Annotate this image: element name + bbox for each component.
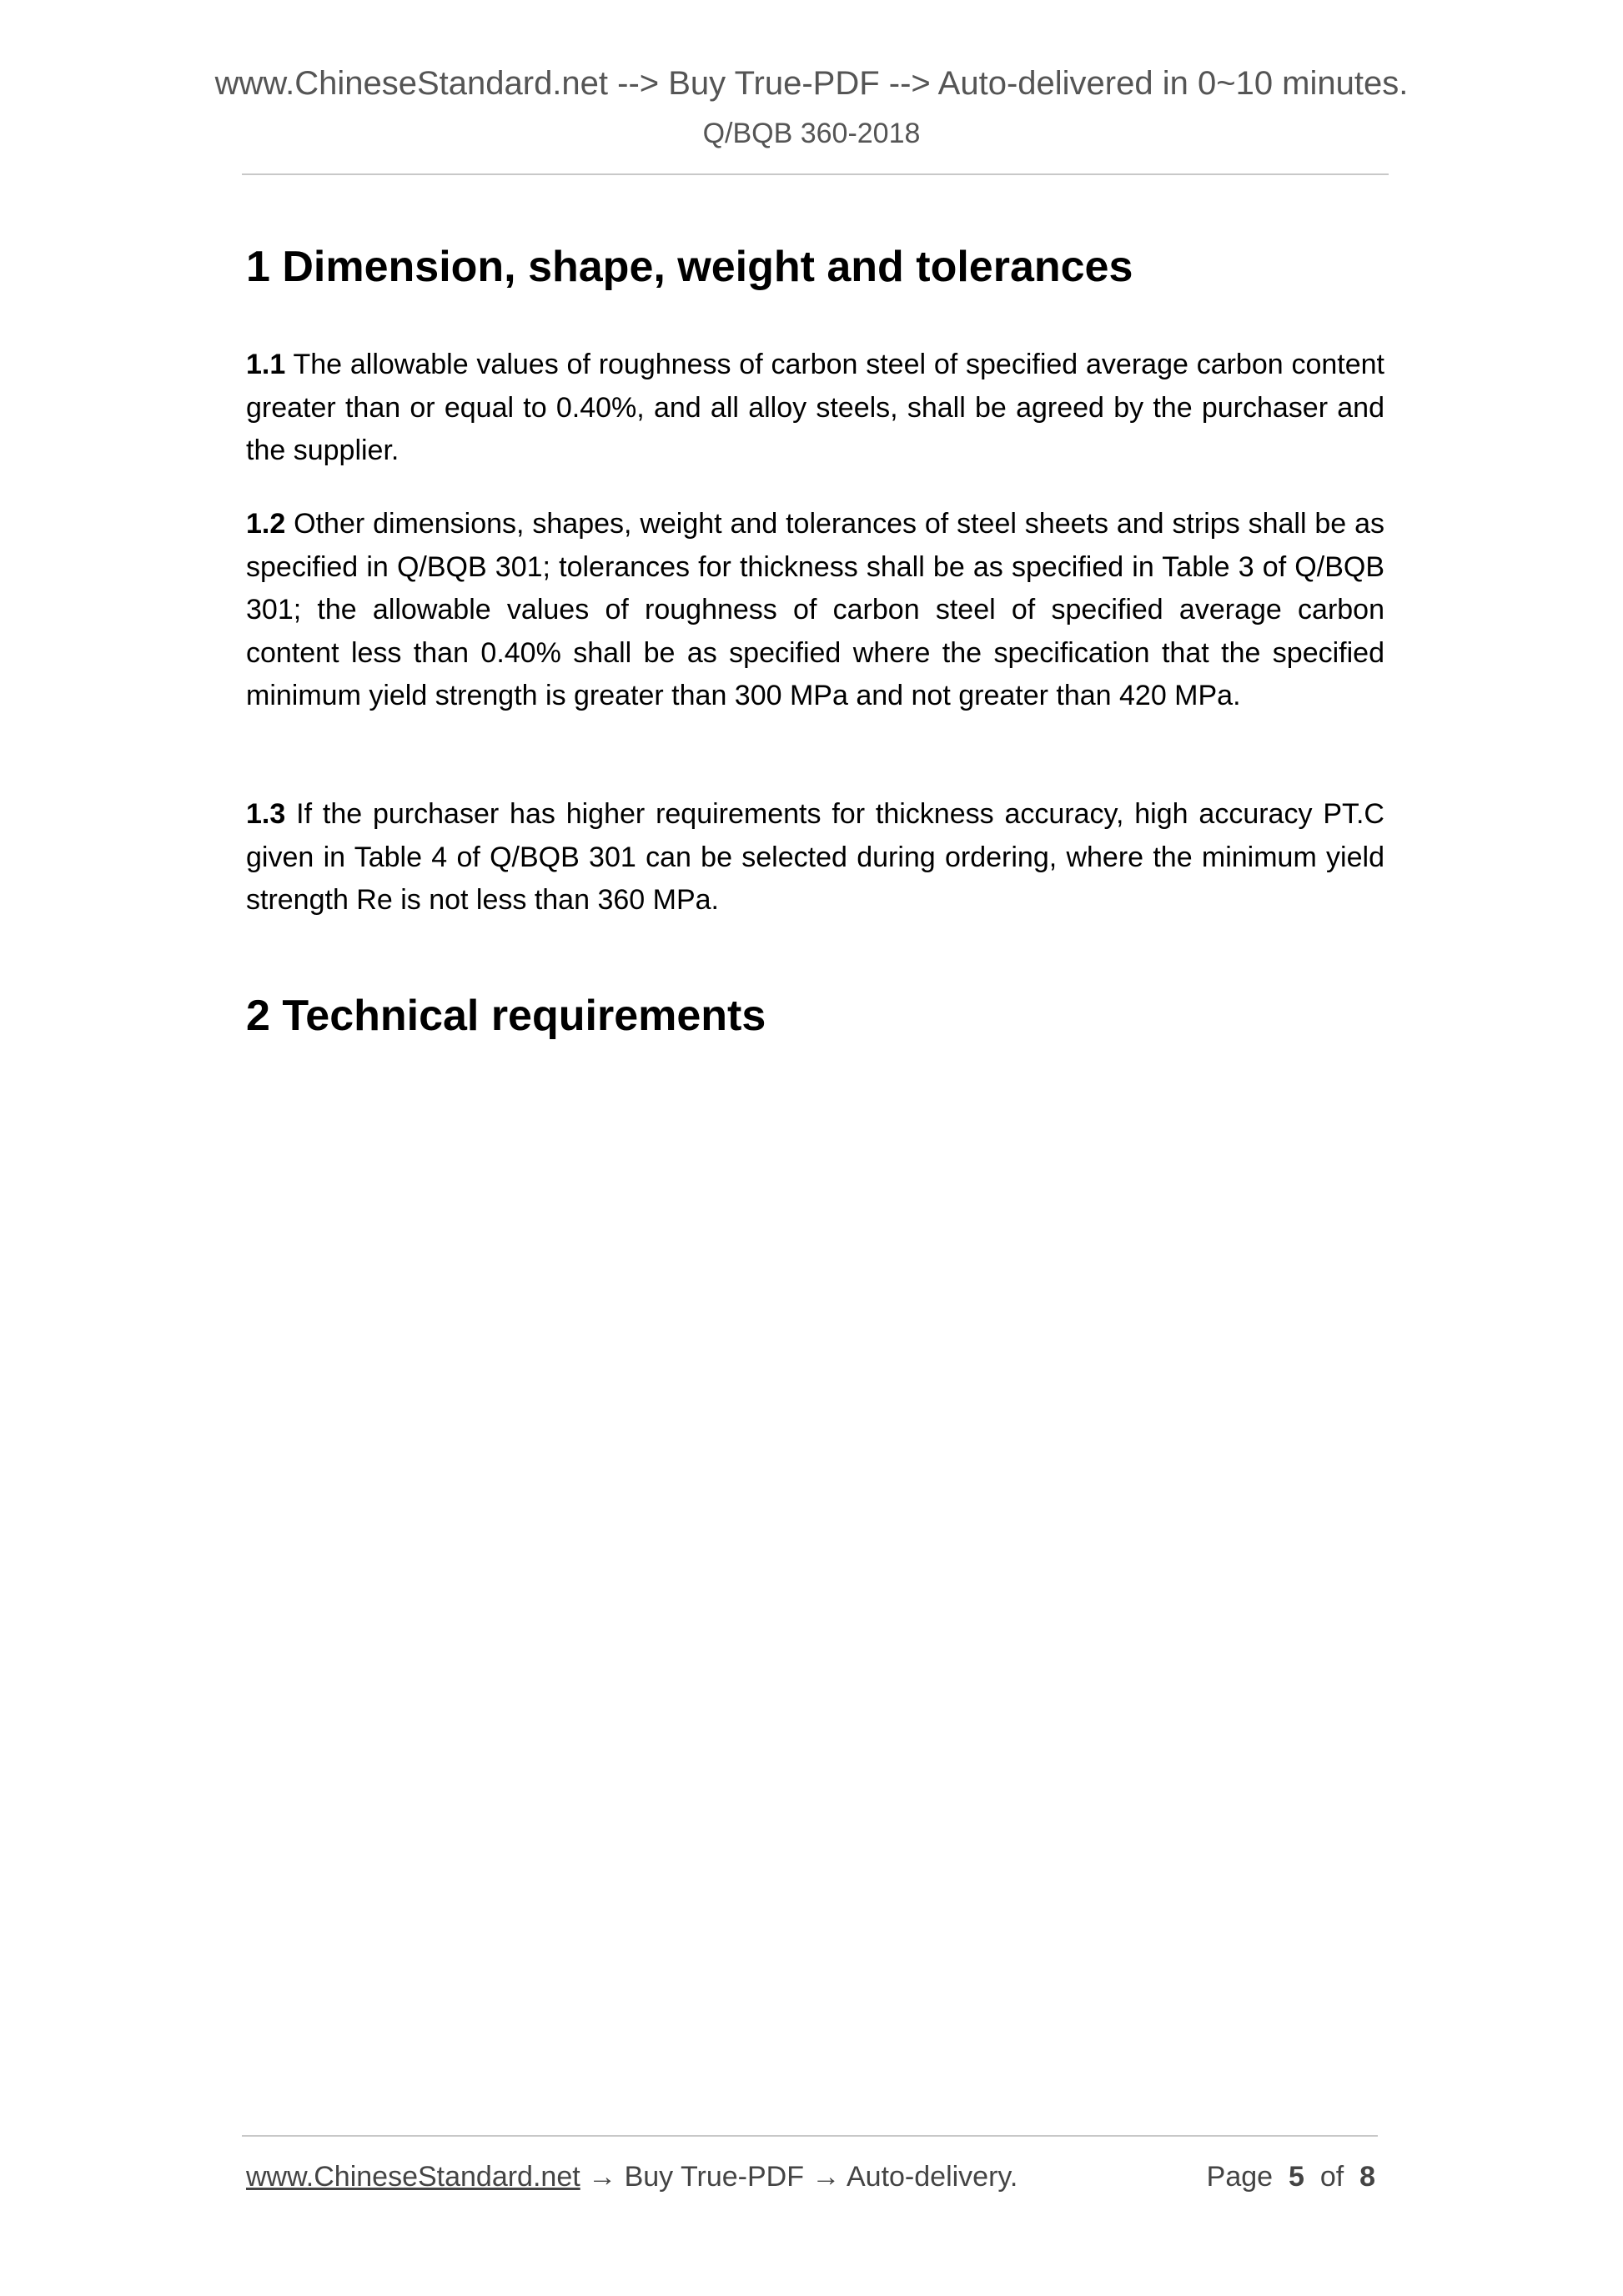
page-label: Page bbox=[1206, 2161, 1274, 2193]
footer-site-link[interactable]: www.ChineseStandard.net bbox=[246, 2161, 580, 2193]
clause-text: If the purchaser has higher requirements for thickness accuracy, high accuracy PT.C given in Table 4 of Q/BQB 301 can be selected during ordering, where the minimum yield strength Re is not less than 360 MPa. bbox=[246, 798, 1384, 916]
footer-divider bbox=[242, 2135, 1378, 2137]
footer-left bbox=[246, 2158, 1018, 2195]
page-indicator bbox=[1207, 2158, 1375, 2195]
footer-tagline: → Buy True-PDF → Auto-delivery. bbox=[580, 2161, 1018, 2193]
clause-number: 1.2 bbox=[246, 508, 286, 540]
header-divider bbox=[242, 173, 1389, 175]
clause-number: 1.1 bbox=[246, 349, 286, 380]
clause-1-2 bbox=[246, 503, 1384, 718]
page-total: 8 bbox=[1359, 2161, 1375, 2193]
document-code: Q/BQB 360-2018 bbox=[702, 118, 921, 149]
clause-text: The allowable values of roughness of carbon steel of specified average carbon content greater than or equal to 0.40%, and all alloy steels, shall be agreed by the purchaser and the supplier. bbox=[246, 349, 1384, 466]
clause-1-1 bbox=[246, 344, 1384, 473]
top-banner: www.ChineseStandard.net --> Buy True-PDF --> Auto-delivered in 0~10 minutes. bbox=[214, 65, 1409, 102]
section-heading-2: 2 Technical requirements bbox=[246, 992, 766, 1040]
page-of: of bbox=[1319, 2161, 1344, 2193]
page-current: 5 bbox=[1288, 2161, 1304, 2193]
clause-text: Other dimensions, shapes, weight and tolerances of steel sheets and strips shall be as specified in Q/BQB 301; tolerances for thickness shall be as specified in Table 3 of Q/BQB 301; the allowable values of roughness of carbon steel of specified average carbon content less than 0.40% shall be as specified where the specification that the specified minimum yield strength is greater than 300 MPa and not greater than 420 MPa. bbox=[246, 508, 1384, 711]
section-heading-1: 1 Dimension, shape, weight and tolerances bbox=[246, 243, 1133, 291]
clause-1-3 bbox=[246, 793, 1384, 922]
clause-number: 1.3 bbox=[246, 798, 286, 830]
